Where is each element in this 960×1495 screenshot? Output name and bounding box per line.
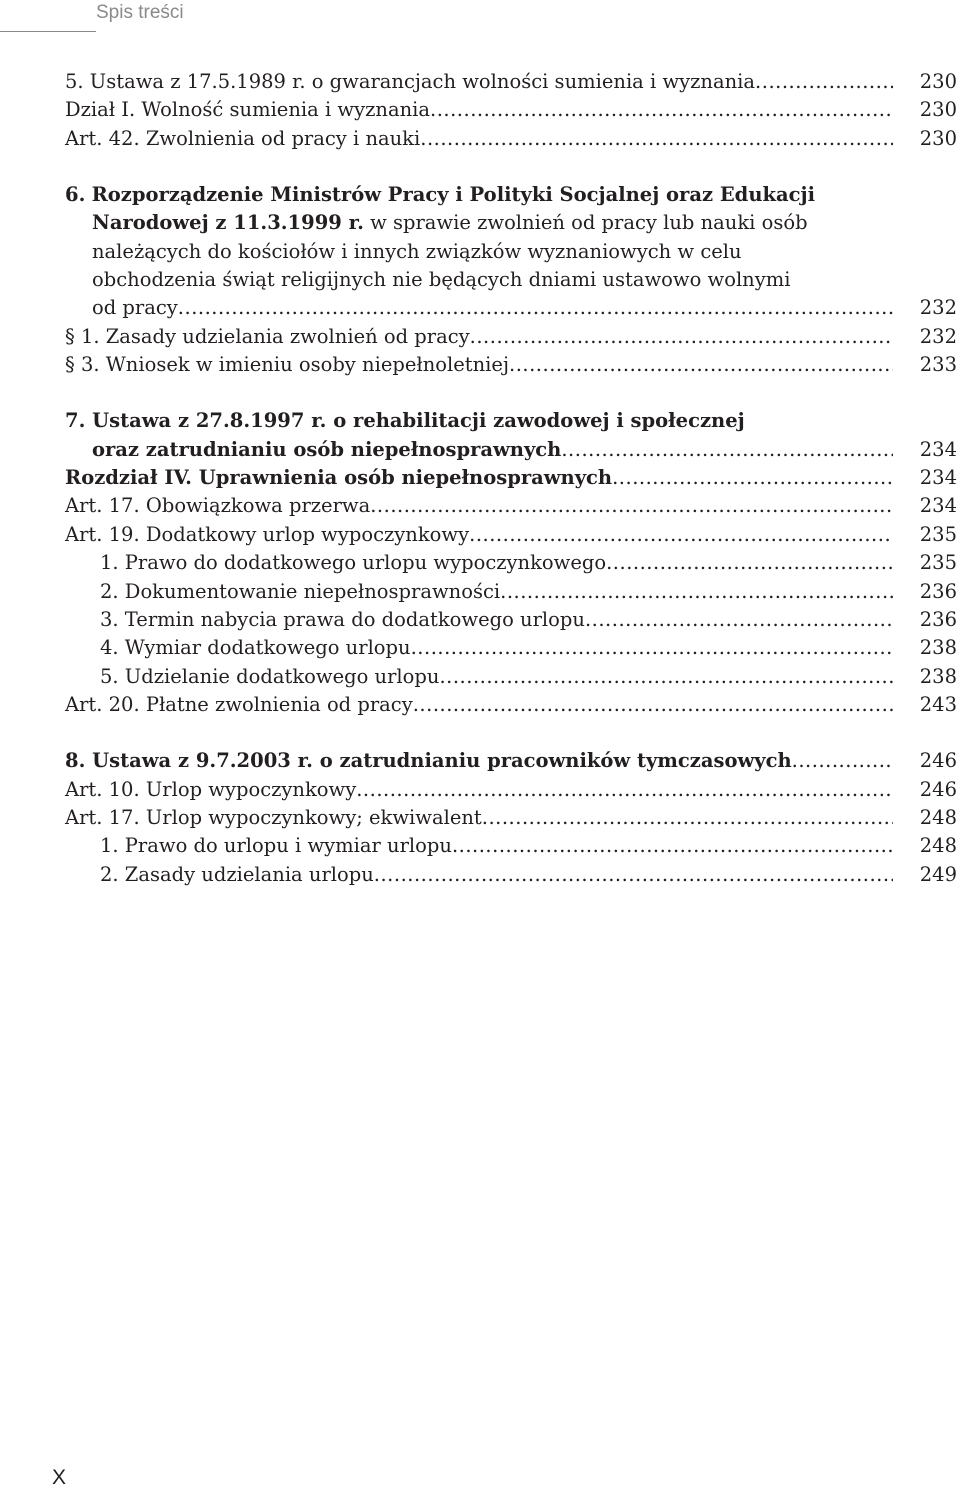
toc-subentry[interactable] [65, 578, 957, 606]
toc-entry-section-6-line5[interactable] [65, 294, 957, 322]
entry-title: Art. 17. Obowiązkowa przerwa [65, 494, 371, 518]
entry-title: 1. Prawo do urlopu i wymiar urlopu [100, 834, 452, 858]
toc-entry[interactable] [65, 492, 957, 520]
entry-title: 5. Udzielanie dodatkowego urlopu [100, 664, 440, 688]
entry-title-bold: oraz zatrudnianiu osób niepełnosprawnych [92, 437, 562, 461]
dot-leader [755, 68, 893, 96]
page-number: 234 [919, 437, 957, 461]
dot-leader [792, 747, 893, 775]
dot-leader [356, 776, 893, 804]
entry-title-bold: 8. Ustawa z 9.7.2003 r. [65, 749, 313, 773]
toc-entry[interactable] [65, 691, 957, 719]
entry-title: należących do kościołów i innych związków wyznaniowych w celu [92, 239, 742, 263]
toc-entry[interactable] [65, 776, 957, 804]
toc-subentry[interactable] [65, 549, 957, 577]
entry-title: obchodzenia świąt religijnych nie będących dniami ustawowo wolnymi [92, 268, 791, 292]
page-number: 230 [919, 98, 957, 122]
entry-title: w sprawie zwolnień od pracy lub nauki osób [363, 211, 808, 235]
page-number: 243 [919, 692, 957, 716]
toc-subentry[interactable] [65, 606, 957, 634]
page-number: 233 [919, 353, 957, 377]
dot-leader [469, 521, 893, 549]
toc-subentry[interactable] [65, 832, 957, 860]
page-number: 248 [919, 805, 957, 829]
entry-title-bold: Uprawnienia osób niepełnosprawnych [191, 466, 613, 490]
dot-leader [612, 464, 893, 492]
dot-leader [374, 861, 893, 889]
page-number: 230 [919, 70, 957, 93]
dot-leader [606, 549, 893, 577]
table-of-contents [65, 68, 957, 889]
entry-title: 2. Dokumentowanie niepełnosprawności [100, 579, 501, 603]
page-number: 236 [919, 579, 957, 603]
toc-entry-section-6-line1[interactable] [65, 181, 895, 209]
entry-title-bold: 7. Ustawa z 27.8.1997 r. [65, 409, 327, 433]
toc-entry-chapter[interactable] [65, 464, 957, 492]
dot-leader [411, 634, 893, 662]
dot-leader [420, 125, 893, 153]
dot-leader [561, 436, 893, 464]
toc-entry[interactable] [65, 351, 957, 379]
toc-entry-section-6-line3 [65, 238, 895, 266]
dot-leader [370, 492, 893, 520]
page-number: 232 [919, 296, 957, 320]
toc-entry[interactable] [65, 521, 957, 549]
running-header: Spis treści [96, 2, 184, 23]
entry-title: Art. 42. Zwolnienia od pracy i nauki [65, 126, 421, 150]
entry-title: 5. Ustawa z 17.5.1989 r. o gwarancjach wolności sumienia i wyznania [65, 70, 756, 93]
toc-entry-section-5[interactable] [65, 68, 957, 96]
page-number: 232 [919, 324, 957, 348]
dot-leader [470, 323, 893, 351]
page-number: 246 [919, 777, 957, 801]
entry-title: od pracy [92, 296, 178, 320]
entry-title: 2. Zasady udzielania urlopu [100, 862, 374, 886]
entry-title: § 3. Wniosek w imieniu osoby niepełnoletniej [65, 353, 509, 377]
page-number: 246 [919, 749, 957, 773]
entry-title: 3. Termin nabycia prawa do dodatkowego urlopu [100, 607, 585, 631]
toc-entry[interactable] [65, 323, 957, 351]
page-number: 235 [919, 522, 957, 546]
page-number: 234 [919, 466, 957, 490]
entry-title: Dział I. Wolność sumienia i wyznania [65, 98, 430, 122]
entry-title: Art. 10. Urlop wypoczynkowy [65, 777, 357, 801]
dot-leader [452, 832, 893, 860]
page-number: 238 [919, 664, 957, 688]
toc-entry-section-6-line4 [65, 266, 895, 294]
toc-entry[interactable] [65, 804, 957, 832]
entry-title: § 1. Zasady udzielania zwolnień od pracy [65, 324, 470, 348]
header-rule [0, 31, 96, 32]
dot-leader [509, 351, 893, 379]
entry-title: Art. 17. Urlop wypoczynkowy; ekwiwalent [65, 805, 482, 829]
toc-entry[interactable] [65, 125, 957, 153]
toc-entry-section-6-line2 [65, 209, 895, 237]
entry-title: Art. 19. Dodatkowy urlop wypoczynkowy [65, 522, 470, 546]
toc-subentry[interactable] [65, 861, 957, 889]
page-number: 248 [919, 834, 957, 858]
dot-leader [500, 578, 893, 606]
entry-title-bold: Rozporządzenie Ministrów Pracy i Polityki Socjalnej oraz Edukacji [91, 183, 815, 207]
page-number: 234 [919, 494, 957, 518]
dot-leader [482, 804, 893, 832]
toc-entry-section-7-line1[interactable] [65, 407, 895, 435]
dot-leader [430, 96, 893, 124]
entry-title-bold: Narodowej z 11.3.1999 r. [92, 211, 364, 235]
chapter-label: Rozdział IV. [65, 466, 192, 490]
page-number: 249 [919, 862, 957, 886]
entry-title: 4. Wymiar dodatkowego urlopu [100, 636, 411, 660]
toc-entry[interactable] [65, 96, 957, 124]
dot-leader [178, 294, 893, 322]
dot-leader [413, 691, 893, 719]
toc-subentry[interactable] [65, 634, 957, 662]
page-number: 230 [919, 126, 957, 150]
page-number: 236 [919, 607, 957, 631]
toc-entry-section-8[interactable] [65, 747, 957, 775]
dot-leader [585, 606, 893, 634]
page-number: 235 [919, 551, 957, 575]
toc-subentry[interactable] [65, 663, 957, 691]
section-number: 6. [65, 183, 86, 207]
entry-title: Art. 20. Płatne zwolnienia od pracy [65, 692, 413, 716]
page-folio: X [52, 1466, 67, 1489]
dot-leader [439, 663, 893, 691]
entry-title: 1. Prawo do dodatkowego urlopu wypoczynkowego [100, 551, 607, 575]
page-number: 238 [919, 636, 957, 660]
toc-entry-section-7-line2[interactable] [65, 436, 957, 464]
entry-title-bold: o zatrudnianiu pracowników tymczasowych [312, 749, 792, 773]
entry-title-bold: o rehabilitacji zawodowej i społecznej [326, 409, 745, 433]
